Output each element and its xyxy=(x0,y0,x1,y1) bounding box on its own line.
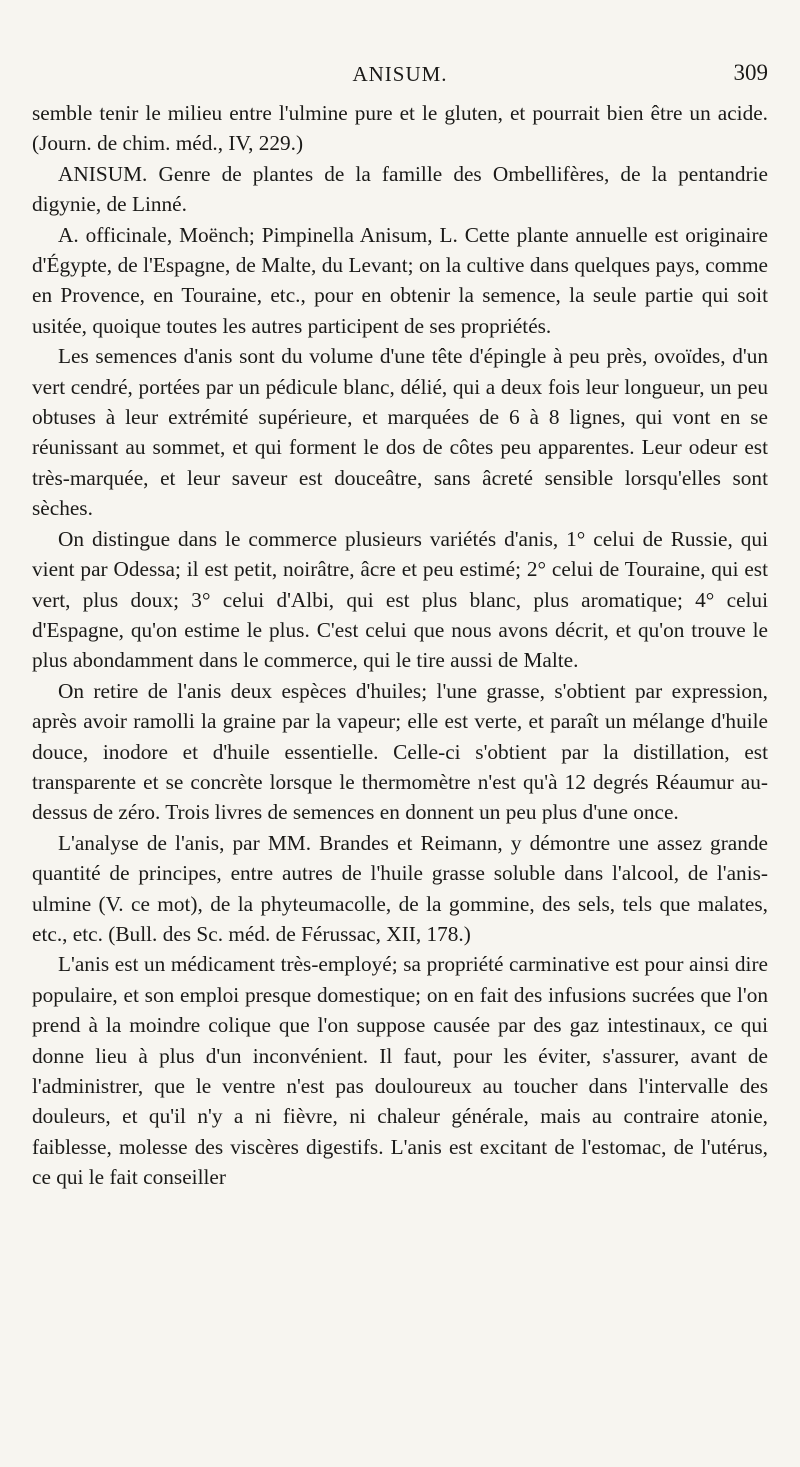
paragraph: A. officinale, Moënch; Pimpinella Anisum, L. Cette plante annuelle est originaire d'Égypte, de l'Espagne, de Malte, du Levant; on la cultive dans quelques pays, comme en Provence, en Touraine, etc., pour en obtenir la semence, la seule partie qui soit usitée, quoique toutes les autres participent de ses propriétés. xyxy=(32,222,768,338)
page-number: 309 xyxy=(733,60,768,85)
paragraph: semble tenir le milieu entre l'ulmine pure et le gluten, et pourrait bien être un acide. (Journ. de chim. méd., IV, 229.) xyxy=(32,101,768,156)
body-text xyxy=(32,98,768,1193)
paragraph: On distingue dans le commerce plusieurs variétés d'anis, 1° celui de Russie, qui vient par Odessa; il est petit, noirâtre, âcre et peu estimé; 2° celui de Touraine, qui est vert, plus doux; 3° celui d'Albi, qui est plus blanc, plus aromatique; 4° celui d'Espagne, qu'on estime le plus. C'est celui que nous avons décrit, et qu'on trouve le plus abondamment dans le commerce, qui le tire aussi de Malte. xyxy=(32,526,768,673)
page-header xyxy=(32,58,768,98)
book-page xyxy=(32,58,768,1458)
running-head: ANISUM. xyxy=(352,62,448,86)
paragraph: ANISUM. Genre de plantes de la famille des Ombellifères, de la pentandrie digynie, de Linné. xyxy=(32,161,768,217)
paragraph: L'analyse de l'anis, par MM. Brandes et Reimann, y démontre une assez grande quantité de principes, entre autres de l'huile grasse soluble dans l'alcool, de l'anis-ulmine (V. ce mot), de la phyteumacolle, de la gommine, des sels, tels que malates, etc., etc. (Bull. des Sc. méd. de Férussac, XII, 178.) xyxy=(32,830,768,946)
paragraph: L'anis est un médicament très-employé; sa propriété carminative est pour ainsi dire populaire, et son emploi presque domestique; on en fait des infusions sucrées que l'on prend à la moindre colique que l'on suppose causée par des gaz intestinaux, ce qui donne lieu à plus d'un inconvénient. Il faut, pour les éviter, s'assurer, avant de l'administrer, que le ventre n'est pas douloureux au toucher dans l'intervalle des douleurs, et qu'il n'y a ni fièvre, ni chaleur générale, mais au contraire atonie, faiblesse, molesse des viscères digestifs. L'anis est excitant de l'estomac, de l'utérus, ce qui le fait conseiller xyxy=(32,952,768,1190)
paragraph: Les semences d'anis sont du volume d'une tête d'épingle à peu près, ovoïdes, d'un vert cendré, portées par un pédicule blanc, délié, qui a deux fois leur longueur, un peu obtuses à leur extrémité supérieure, et marquées de 6 à 8 lignes, qui vont en se réunissant au sommet, et qui forment le dos de côtes peu apparentes. Leur odeur est très-marquée, et leur saveur est douceâtre, sans âcreté sensible lorsqu'elles sont sèches. xyxy=(32,344,768,521)
paragraph: On retire de l'anis deux espèces d'huiles; l'une grasse, s'obtient par expression, après avoir ramolli la graine par la vapeur; elle est verte, et paraît un mélange d'huile douce, inodore et d'huile essentielle. Celle-ci s'obtient par la distillation, est transparente et se concrète lorsque le thermomètre n'est qu'à 12 degrés Réaumur au-dessus de zéro. Trois livres de semences en donnent un peu plus d'une once. xyxy=(32,678,768,825)
